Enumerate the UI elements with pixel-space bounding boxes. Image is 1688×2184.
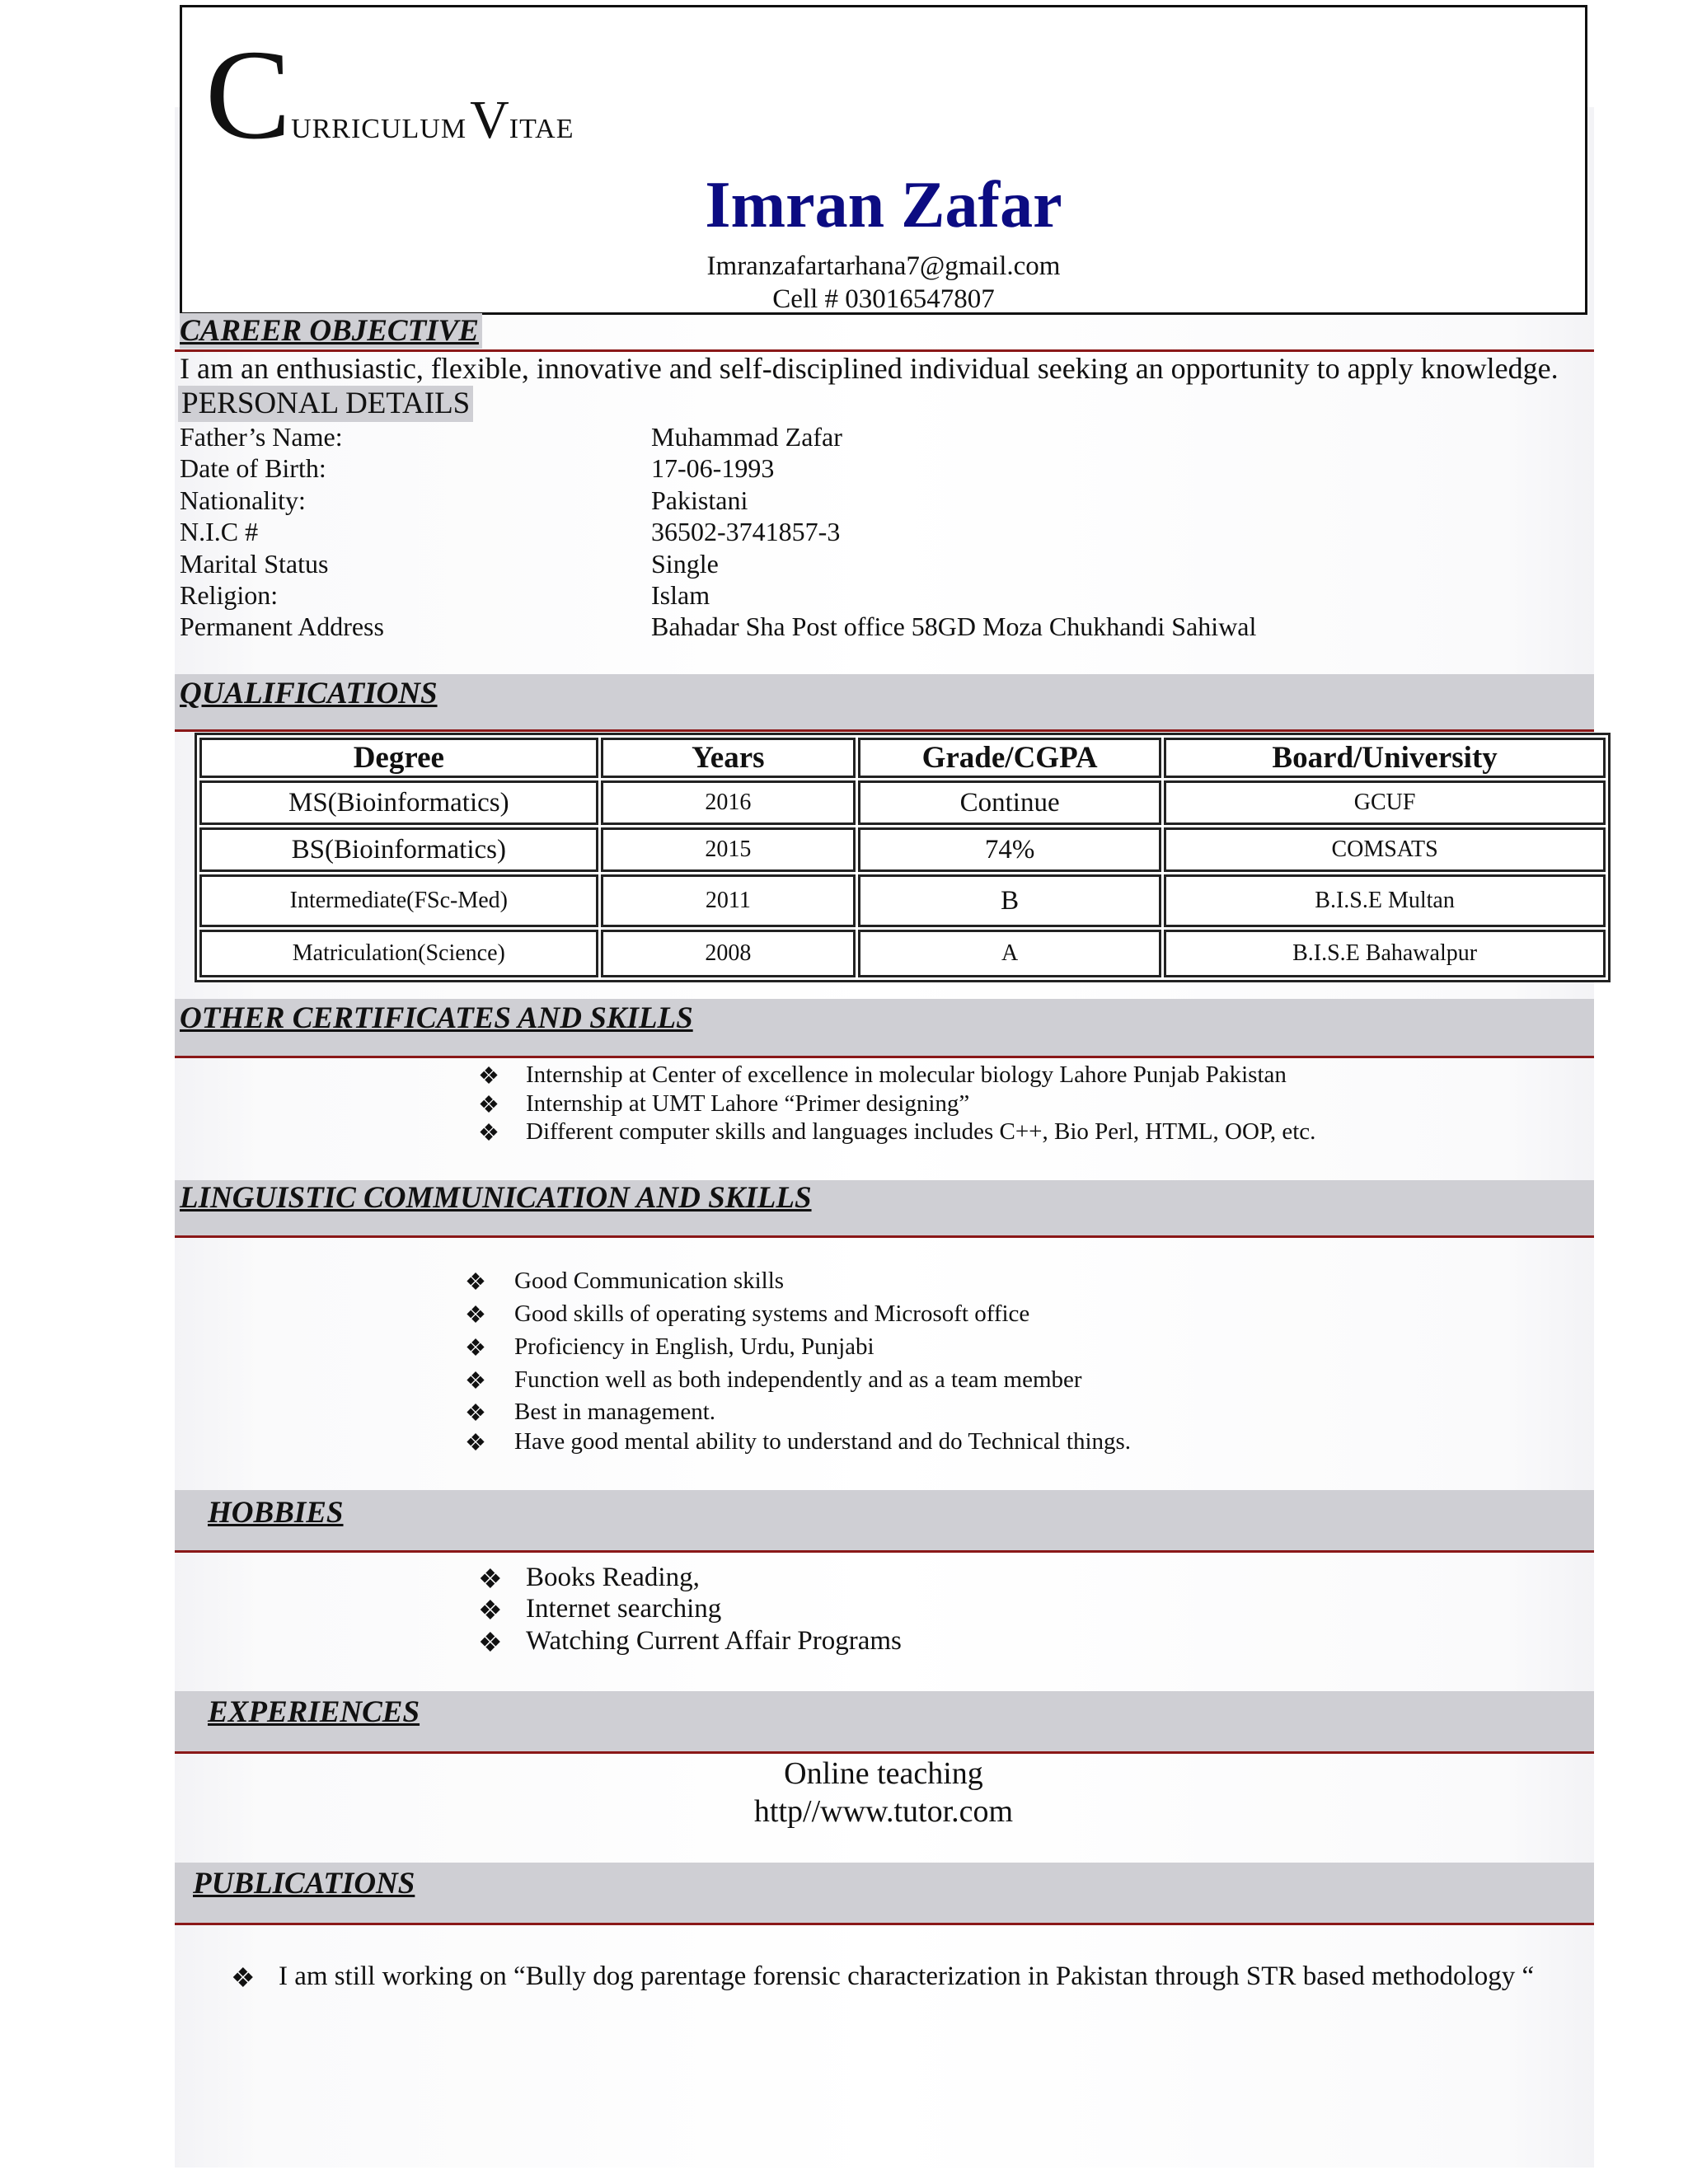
bullet-diamond-icon: ❖ bbox=[478, 1596, 503, 1626]
bullet-diamond-icon: ❖ bbox=[465, 1368, 486, 1394]
list-item-text: Proficiency in English, Urdu, Punjabi bbox=[514, 1333, 874, 1360]
list-item-text: Books Reading, bbox=[526, 1563, 700, 1592]
bullet-diamond-icon: ❖ bbox=[465, 1335, 486, 1361]
table-cell: Continue bbox=[858, 780, 1161, 825]
bullet-diamond-icon: ❖ bbox=[465, 1400, 486, 1427]
publication-text: I am still working on “Bully dog parentage forensic characterization in Pakistan through STR based methodology “ bbox=[279, 1961, 1535, 1991]
personal-detail-value: 17-06-1993 bbox=[651, 453, 775, 483]
table-cell: B bbox=[858, 874, 1161, 927]
table-row bbox=[199, 930, 1606, 977]
list-item-text: Function well as both independently and as a team member bbox=[514, 1366, 1082, 1393]
list-item-text: Good Communication skills bbox=[514, 1268, 785, 1294]
table-cell: 2016 bbox=[601, 780, 856, 825]
column-header: Degree bbox=[199, 738, 598, 778]
list-item-text: Internship at Center of excellence in molecular biology Lahore Punjab Pakistan bbox=[526, 1062, 1287, 1088]
experiences-heading: EXPERIENCES bbox=[208, 1695, 420, 1729]
personal-detail-label: N.I.C # bbox=[180, 517, 259, 546]
personal-detail-value: Bahadar Sha Post office 58GD Moza Chukhandi Sahiwal bbox=[651, 612, 1257, 641]
qualifications-header-row bbox=[199, 738, 1606, 778]
personal-details-heading: PERSONAL DETAILS bbox=[178, 386, 473, 422]
table-cell: Matriculation(Science) bbox=[199, 930, 598, 977]
qualifications-heading: QUALIFICATIONS bbox=[180, 677, 438, 710]
list-item-text: Different computer skills and languages includes C++, Bio Perl, HTML, OOP, etc. bbox=[526, 1118, 1316, 1145]
bullet-diamond-icon: ❖ bbox=[478, 1063, 499, 1090]
table-cell: 2015 bbox=[601, 827, 856, 872]
header-box bbox=[180, 5, 1587, 315]
bullet-diamond-icon: ❖ bbox=[478, 1629, 503, 1658]
table-cell: A bbox=[858, 930, 1161, 977]
title-rest-vitae: ITAE bbox=[509, 114, 574, 144]
table-cell: MS(Bioinformatics) bbox=[199, 780, 598, 825]
candidate-email: Imranzafartarhana7@gmail.com bbox=[706, 251, 1061, 281]
personal-detail-value: 36502-3741857-3 bbox=[651, 517, 841, 546]
table-row bbox=[199, 874, 1606, 927]
experience-line-1: Online teaching bbox=[784, 1756, 983, 1791]
bullet-diamond-icon: ❖ bbox=[465, 1269, 486, 1296]
personal-detail-value: Islam bbox=[651, 580, 710, 610]
title-rest-curriculum: URRICULUM bbox=[291, 114, 467, 144]
personal-detail-label: Father’s Name: bbox=[180, 422, 343, 452]
column-header: Grade/CGPA bbox=[858, 738, 1161, 778]
list-item-text: Have good mental ability to understand and do Technical things. bbox=[514, 1428, 1132, 1455]
table-cell: 2008 bbox=[601, 930, 856, 977]
certificates-heading: OTHER CERTIFICATES AND SKILLS bbox=[180, 1001, 693, 1035]
document-title bbox=[205, 23, 574, 166]
column-header: Years bbox=[601, 738, 856, 778]
list-item-text: Internet searching bbox=[526, 1594, 722, 1624]
publications-heading: PUBLICATIONS bbox=[193, 1867, 415, 1900]
personal-detail-label: Nationality: bbox=[180, 485, 306, 515]
table-row bbox=[199, 827, 1606, 872]
personal-detail-label: Date of Birth: bbox=[180, 453, 326, 483]
career-objective-text: I am an enthusiastic, flexible, innovative and self-disciplined individual seeking an opportunity to apply knowledge. bbox=[180, 352, 1559, 385]
bullet-diamond-icon: ❖ bbox=[478, 1092, 499, 1118]
table-cell: B.I.S.E Bahawalpur bbox=[1164, 930, 1606, 977]
table-cell: 74% bbox=[858, 827, 1161, 872]
personal-detail-label: Religion: bbox=[180, 580, 279, 610]
table-cell: B.I.S.E Multan bbox=[1164, 874, 1606, 927]
qualifications-table bbox=[195, 733, 1611, 982]
personal-detail-value: Single bbox=[651, 549, 719, 579]
bullet-diamond-icon: ❖ bbox=[465, 1302, 486, 1329]
table-row bbox=[199, 780, 1606, 825]
personal-detail-value: Pakistani bbox=[651, 485, 748, 515]
candidate-cell: Cell # 03016547807 bbox=[772, 284, 995, 314]
table-cell: 2011 bbox=[601, 874, 856, 927]
list-item-text: Best in management. bbox=[514, 1399, 716, 1425]
table-cell: Intermediate(FSc-Med) bbox=[199, 874, 598, 927]
bullet-diamond-icon: ❖ bbox=[231, 1964, 256, 1994]
experience-line-2: http//www.tutor.com bbox=[753, 1794, 1014, 1829]
bullet-diamond-icon: ❖ bbox=[478, 1565, 503, 1595]
personal-detail-label: Marital Status bbox=[180, 549, 329, 579]
personal-detail-label: Permanent Address bbox=[180, 612, 384, 641]
bullet-diamond-icon: ❖ bbox=[465, 1430, 486, 1456]
candidate-name: Imran Zafar bbox=[705, 169, 1062, 241]
list-item-text: Watching Current Affair Programs bbox=[526, 1626, 902, 1656]
table-cell: GCUF bbox=[1164, 780, 1606, 825]
bullet-diamond-icon: ❖ bbox=[478, 1120, 499, 1146]
column-header: Board/University bbox=[1164, 738, 1606, 778]
hobbies-heading: HOBBIES bbox=[208, 1496, 344, 1530]
title-initial-v: V bbox=[470, 90, 509, 150]
hobbies-bar bbox=[175, 1490, 1594, 1553]
list-item-text: Internship at UMT Lahore “Primer designing” bbox=[526, 1090, 970, 1117]
table-cell: COMSATS bbox=[1164, 827, 1606, 872]
list-item-text: Good skills of operating systems and Microsoft office bbox=[514, 1301, 1030, 1327]
career-objective-heading: CAREER OBJECTIVE bbox=[180, 313, 482, 349]
table-cell: BS(Bioinformatics) bbox=[199, 827, 598, 872]
linguistic-heading: LINGUISTIC COMMUNICATION AND SKILLS bbox=[180, 1181, 812, 1215]
personal-detail-value: Muhammad Zafar bbox=[651, 422, 842, 452]
title-initial-c: C bbox=[205, 23, 292, 166]
